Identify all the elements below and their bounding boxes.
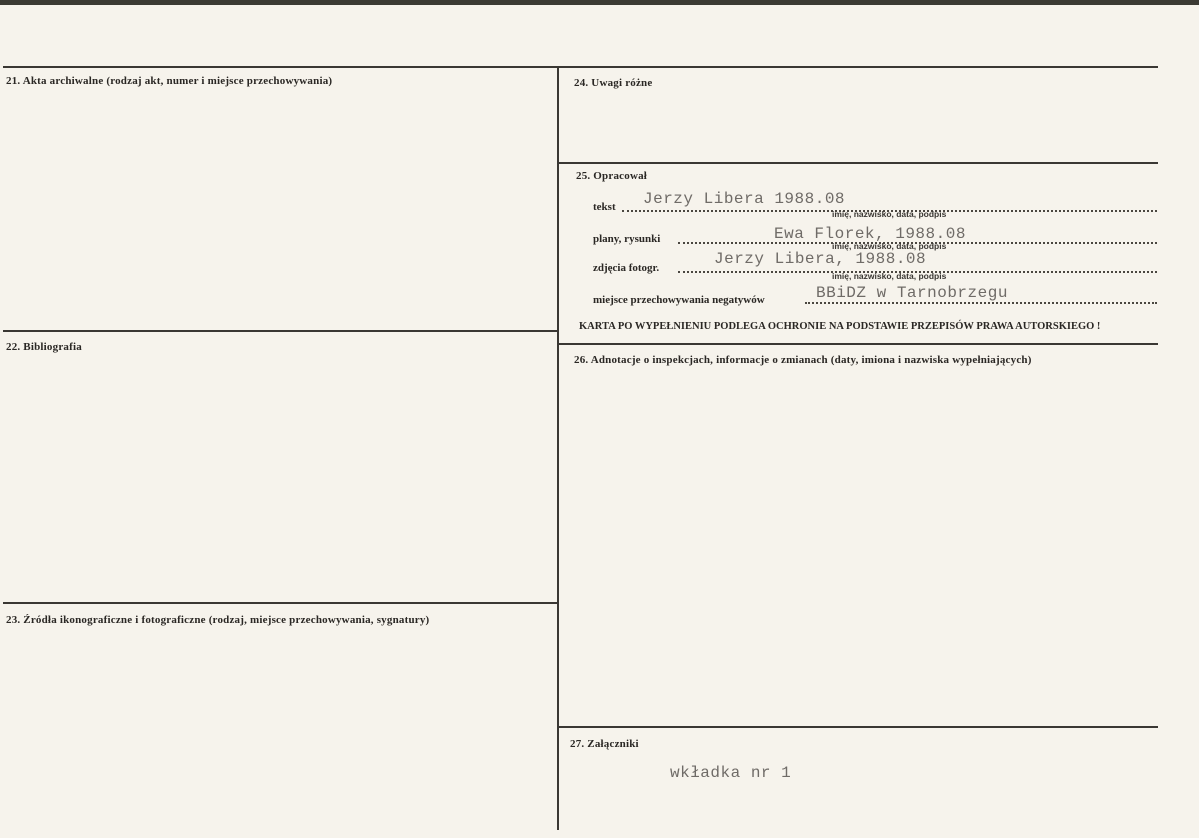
row-negatywy-label: miejsce przechowywania negatywów	[593, 294, 765, 306]
section-25-label: 25. Opracował	[576, 170, 648, 182]
copyright-notice: KARTA PO WYPEŁNIENIU PODLEGA OCHRONIE NA PODSTAWIE PRZEPISÓW PRAWA AUTORSKIEGO !	[579, 321, 1101, 332]
row-negatywy-line	[805, 302, 1157, 304]
rule-21-22	[3, 330, 558, 332]
section-21-label: 21. Akta archiwalne (rodzaj akt, numer i miejsce przechowywania)	[6, 75, 333, 87]
row-tekst-value: Jerzy Libera 1988.08	[643, 190, 846, 208]
row-plany-hint: imię, nazwisko, data, podpis	[832, 241, 947, 251]
row-zdjecia-label: zdjęcia fotogr.	[593, 262, 660, 274]
row-plany-label: plany, rysunki	[593, 233, 661, 245]
row-negatywy-value: BBiDZ w Tarnobrzegu	[816, 284, 1008, 302]
row-zdjecia-value: Jerzy Libera, 1988.08	[714, 250, 927, 268]
column-divider	[557, 66, 559, 830]
form-top-rule	[3, 66, 1158, 68]
rule-24-25	[558, 162, 1158, 164]
section-23-label: 23. Źródła ikonograficzne i fotograficzne (rodzaj, miejsce przechowywania, sygnatury)	[6, 614, 430, 626]
section-24-label: 24. Uwagi różne	[574, 77, 653, 89]
rule-26-27	[558, 726, 1158, 728]
section-26-label: 26. Adnotacje o inspekcjach, informacje o zmianach (daty, imiona i nazwiska wypełniających)	[574, 354, 1032, 366]
scan-top-edge	[0, 0, 1199, 5]
rule-25-26	[558, 343, 1158, 345]
row-tekst-label: tekst	[593, 201, 616, 213]
section-27-label: 27. Załączniki	[570, 738, 639, 750]
row-plany-value: Ewa Florek, 1988.08	[774, 225, 966, 243]
section-22-label: 22. Bibliografia	[6, 341, 82, 353]
row-zdjecia-hint: imię, nazwisko, data, podpis	[832, 271, 947, 281]
row-tekst-hint: imię, nazwisko, data, podpis	[832, 209, 947, 219]
section-27-value: wkładka nr 1	[670, 764, 792, 782]
rule-22-23	[3, 602, 558, 604]
